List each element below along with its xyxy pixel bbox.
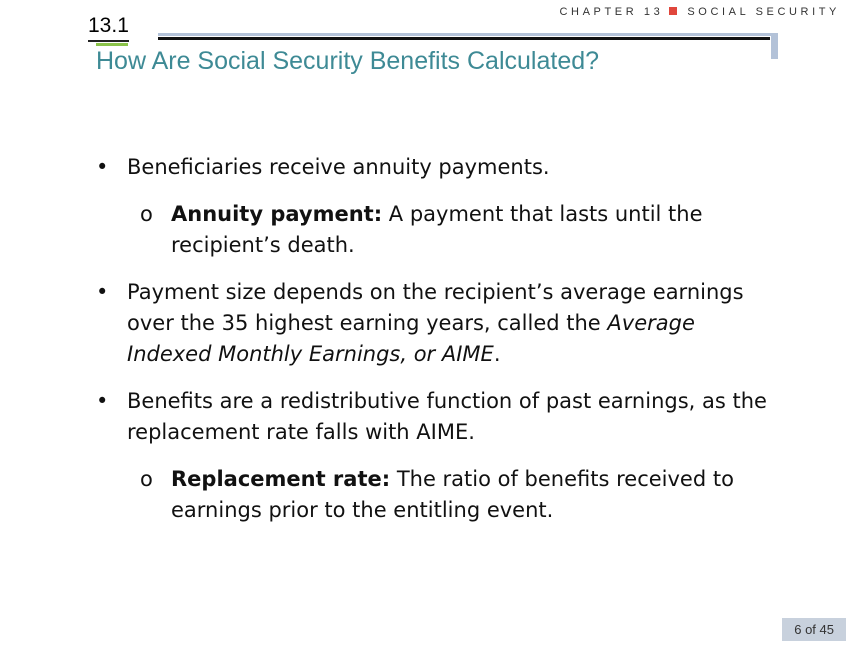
bullet-list: [96, 152, 776, 526]
sub-bullet-marker: o: [140, 202, 153, 226]
header-rule-end: [771, 33, 778, 59]
bullet-text: Payment size depends on the recipient’s average earnings over the 35 highest earning years, called the: [127, 280, 744, 335]
sub-bullet-marker: o: [140, 467, 153, 491]
chapter-subject: SOCIAL SECURITY: [687, 6, 840, 18]
bullet-italic-text: Average Indexed Monthly Earnings, or AIME: [127, 311, 695, 366]
page-number-badge: 6 of 45: [782, 618, 846, 641]
bullet-item: [96, 386, 776, 448]
bullet-text-end: .: [493, 342, 501, 366]
bullet-text: Benefits are a redistributive function of past earnings, as the replacement rate falls with AIME.: [127, 389, 767, 444]
term-definition: The ratio of benefits received to earnings prior to the entitling event.: [171, 467, 734, 522]
chapter-label: CHAPTER 13: [559, 6, 664, 18]
sub-bullet-item: [96, 199, 776, 261]
bullet-marker: •: [96, 280, 109, 304]
bullet-marker: •: [96, 389, 109, 413]
bullet-marker: •: [96, 155, 109, 179]
term-label: Annuity payment:: [171, 202, 383, 226]
header-rule: [158, 37, 770, 40]
section-underline: [88, 40, 129, 42]
square-icon: [669, 7, 677, 15]
slide-title: How Are Social Security Benefits Calculated?: [96, 47, 600, 75]
chapter-header: [560, 6, 840, 18]
term-label: Replacement rate:: [171, 467, 391, 491]
sub-bullet-item: [96, 464, 776, 526]
bullet-item: [96, 152, 776, 183]
section-accent-bar: [96, 43, 128, 46]
bullet-text: Beneficiaries receive annuity payments.: [127, 155, 550, 179]
header-rule-shadow: [158, 33, 778, 36]
section-number: 13.1: [88, 14, 129, 37]
bullet-item: [96, 277, 776, 370]
term-definition: A payment that lasts until the recipient’s death.: [171, 202, 703, 257]
